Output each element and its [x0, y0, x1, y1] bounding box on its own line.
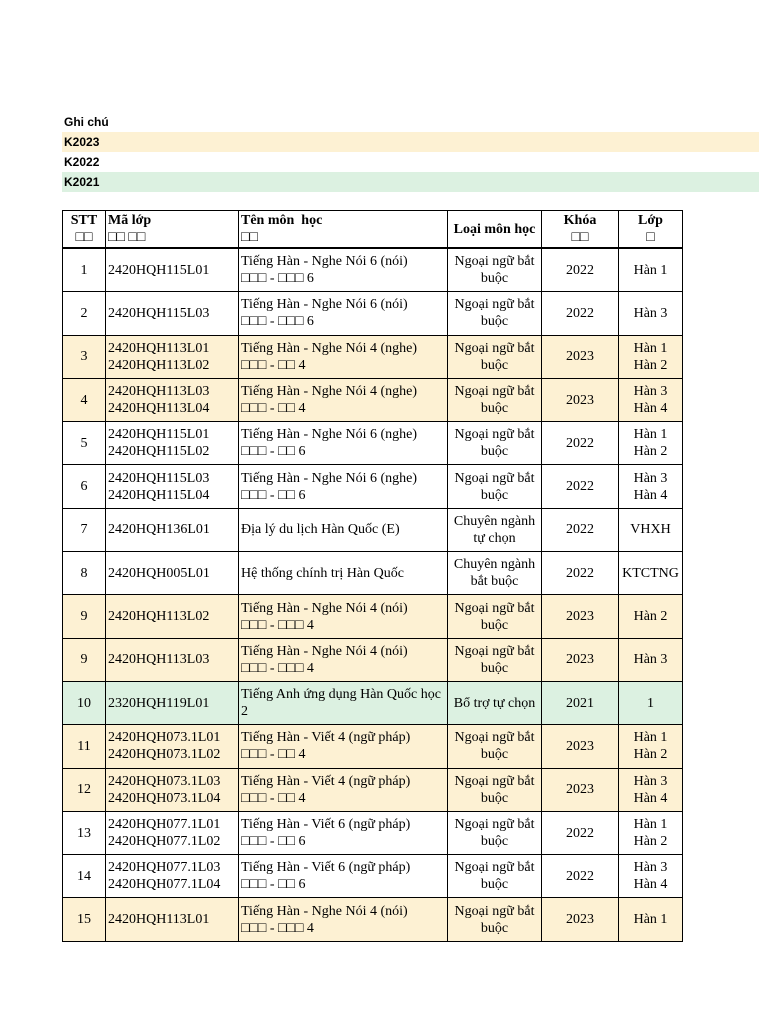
cell-stt	[63, 335, 106, 378]
header-khoa	[542, 211, 619, 249]
cell-ten-mon	[239, 768, 448, 811]
header-lop	[619, 211, 683, 249]
table-row	[63, 335, 683, 378]
cell-khoa	[542, 292, 619, 335]
cell-ten-mon	[239, 248, 448, 292]
course-type: Ngoại ngữ bắt buộc	[454, 817, 535, 849]
header-ten-mon	[239, 211, 448, 249]
cell-ma-lop	[106, 898, 239, 941]
class-code: 2420HQH113L04	[108, 401, 210, 417]
cell-stt	[63, 595, 106, 638]
class-code: 2420HQH113L03	[108, 384, 210, 400]
class-code: 2420HQH115L03	[108, 305, 210, 321]
header-khoa-label: Khóa	[563, 213, 597, 228]
cell-stt	[63, 378, 106, 421]
class-code: 2420HQH113L01	[108, 340, 210, 356]
cell-ma-lop	[106, 681, 239, 724]
cell-lop	[619, 855, 683, 898]
cell-ma-lop	[106, 638, 239, 681]
cell-ma-lop	[106, 422, 239, 465]
class-group: Hàn 3	[633, 384, 668, 400]
cohort-year: 2022	[566, 868, 594, 884]
cell-khoa	[542, 335, 619, 378]
class-code: 2420HQH115L04	[108, 487, 210, 503]
cell-khoa	[542, 552, 619, 595]
course-name: Tiếng Hàn - Nghe Nói 4 (nói)	[241, 600, 408, 616]
cell-stt	[63, 422, 106, 465]
cohort-year: 2023	[566, 652, 594, 668]
cohort-year: 2022	[566, 825, 594, 841]
header-ten-mon-label: Tên môn học	[241, 213, 323, 228]
cell-loai-mon	[448, 638, 542, 681]
schedule-table	[62, 210, 683, 942]
class-group: Hàn 3	[633, 470, 668, 486]
course-name: Địa lý du lịch Hàn Quốc (E)	[241, 522, 400, 538]
legend-item-k2023: K2023	[62, 132, 759, 152]
course-type: Ngoại ngữ bắt buộc	[454, 427, 535, 460]
cell-ma-lop	[106, 725, 239, 768]
cell-ten-mon	[239, 898, 448, 941]
header-ten-mon-sub: □□	[241, 230, 258, 245]
class-group: Hàn 1	[633, 427, 668, 443]
cell-loai-mon	[448, 681, 542, 724]
cohort-year: 2022	[566, 435, 594, 451]
stt-value: 14	[77, 868, 91, 884]
course-type: Ngoại ngữ bắt buộc	[454, 860, 535, 893]
cell-ten-mon	[239, 378, 448, 421]
stt-value: 1	[80, 262, 88, 278]
course-name: Tiếng Anh ứng dụng Hàn Quốc học 2	[241, 687, 441, 720]
course-name-korean: □□□ - □□ 4	[241, 747, 306, 763]
stt-value: 10	[77, 695, 91, 711]
cell-stt	[63, 552, 106, 595]
cell-khoa	[542, 725, 619, 768]
header-ma-lop	[106, 211, 239, 249]
table-row	[63, 378, 683, 421]
cell-loai-mon	[448, 552, 542, 595]
stt-value: 12	[77, 782, 91, 798]
table-row	[63, 552, 683, 595]
course-type: Ngoại ngữ bắt buộc	[454, 643, 535, 676]
course-type: Chuyên ngành bắt buộc	[453, 557, 536, 590]
class-code: 2420HQH073.1L02	[108, 747, 221, 763]
cell-ten-mon	[239, 681, 448, 724]
cell-stt	[63, 292, 106, 335]
cell-loai-mon	[448, 595, 542, 638]
cell-stt	[63, 898, 106, 941]
class-group: Hàn 4	[633, 790, 668, 806]
stt-value: 5	[80, 435, 88, 451]
course-type: Ngoại ngữ bắt buộc	[454, 254, 535, 287]
table-row	[63, 508, 683, 551]
cell-loai-mon	[448, 855, 542, 898]
stt-value: 7	[80, 522, 88, 538]
course-name: Tiếng Hàn - Nghe Nói 6 (nói)	[241, 254, 408, 270]
stt-value: 11	[77, 738, 91, 754]
cell-loai-mon	[448, 422, 542, 465]
cell-ten-mon	[239, 855, 448, 898]
cell-ma-lop	[106, 335, 239, 378]
cell-khoa	[542, 248, 619, 292]
cohort-year: 2023	[566, 392, 594, 408]
cell-stt	[63, 768, 106, 811]
cohort-year: 2022	[566, 305, 594, 321]
cell-ma-lop	[106, 595, 239, 638]
course-type: Ngoại ngữ bắt buộc	[454, 297, 535, 330]
cell-loai-mon	[448, 378, 542, 421]
cell-loai-mon	[448, 725, 542, 768]
cell-stt	[63, 681, 106, 724]
header-lop-sub: □	[646, 230, 655, 245]
course-name: Tiếng Hàn - Nghe Nói 4 (nói)	[241, 903, 408, 919]
cell-lop	[619, 638, 683, 681]
course-name: Tiếng Hàn - Nghe Nói 6 (nghe)	[241, 427, 418, 443]
class-code: 2420HQH136L01	[108, 522, 210, 538]
course-type: Chuyên ngành tự chọn	[453, 513, 536, 546]
class-group: Hàn 3	[633, 652, 668, 668]
class-code: 2420HQH073.1L03	[108, 773, 221, 789]
class-code: 2420HQH077.1L02	[108, 834, 221, 849]
cell-lop	[619, 552, 683, 595]
cell-lop	[619, 681, 683, 724]
legend	[62, 112, 759, 192]
table-row	[63, 638, 683, 681]
course-name: Hệ thống chính trị Hàn Quốc	[241, 565, 404, 581]
cell-khoa	[542, 811, 619, 854]
cell-khoa	[542, 768, 619, 811]
table-row	[63, 422, 683, 465]
course-type: Ngoại ngữ bắt buộc	[454, 903, 535, 936]
class-group: VHXH	[630, 522, 671, 538]
class-group: Hàn 4	[633, 877, 668, 893]
class-group: Hàn 4	[633, 487, 668, 503]
cell-khoa	[542, 508, 619, 551]
cell-ma-lop	[106, 768, 239, 811]
stt-value: 9	[80, 609, 88, 625]
cell-khoa	[542, 378, 619, 421]
cell-lop	[619, 378, 683, 421]
class-code: 2420HQH113L01	[108, 912, 210, 928]
cell-khoa	[542, 595, 619, 638]
cell-khoa	[542, 638, 619, 681]
class-code: 2420HQH005L01	[108, 565, 210, 581]
header-lop-label: Lớp	[638, 213, 663, 228]
cell-loai-mon	[448, 508, 542, 551]
class-group: Hàn 1	[633, 730, 668, 746]
course-type: Ngoại ngữ bắt buộc	[454, 340, 535, 373]
class-code: 2420HQH113L03	[108, 652, 210, 668]
class-code: 2420HQH073.1L01	[108, 730, 221, 746]
class-code: 2420HQH073.1L04	[108, 790, 221, 806]
course-name-korean: □□□ - □□□ 4	[241, 617, 314, 633]
class-code: 2420HQH077.1L01	[108, 817, 221, 832]
stt-value: 9	[80, 652, 88, 668]
cell-lop	[619, 422, 683, 465]
cell-loai-mon	[448, 811, 542, 854]
class-group: Hàn 1	[633, 912, 668, 928]
cohort-year: 2023	[566, 738, 594, 754]
table-row	[63, 681, 683, 724]
cohort-year: 2022	[566, 262, 594, 278]
table-row	[63, 768, 683, 811]
cell-loai-mon	[448, 292, 542, 335]
cell-lop	[619, 465, 683, 508]
course-type: Ngoại ngữ bắt buộc	[454, 600, 535, 633]
cell-ten-mon	[239, 508, 448, 551]
course-name-korean: □□□ - □□□ 4	[241, 660, 314, 676]
table-row	[63, 248, 683, 292]
stt-value: 8	[80, 565, 88, 581]
course-name: Tiếng Hàn - Viết 4 (ngữ pháp)	[241, 773, 411, 789]
class-code: 2420HQH113L02	[108, 357, 210, 373]
class-group: 1	[647, 695, 654, 711]
cell-loai-mon	[448, 248, 542, 292]
stt-value: 3	[80, 349, 88, 365]
header-loai-mon-label: Loại môn học	[453, 221, 536, 237]
header-stt-sub: □□	[75, 230, 93, 245]
class-group: Hàn 2	[633, 747, 668, 763]
class-code: 2420HQH115L03	[108, 470, 210, 486]
table-row	[63, 465, 683, 508]
cell-ten-mon	[239, 465, 448, 508]
course-name: Tiếng Hàn - Nghe Nói 6 (nói)	[241, 297, 408, 313]
course-name-korean: □□□ - □□□ 6	[241, 314, 314, 330]
class-code: 2320HQH119L01	[108, 695, 210, 711]
cell-ma-lop	[106, 292, 239, 335]
class-code: 2420HQH115L01	[108, 427, 210, 443]
stt-value: 15	[77, 912, 91, 928]
course-name-korean: □□□ - □□□ 6	[241, 271, 314, 287]
course-name-korean: □□□ - □□ 4	[241, 357, 306, 373]
table-row	[63, 855, 683, 898]
legend-item-k2022: K2022	[64, 155, 100, 169]
cell-stt	[63, 248, 106, 292]
course-name: Tiếng Hàn - Nghe Nói 6 (nghe)	[241, 470, 418, 486]
course-name-korean: □□□ - □□ 4	[241, 790, 306, 806]
header-row	[63, 211, 683, 249]
cell-ma-lop	[106, 508, 239, 551]
course-name: Tiếng Hàn - Nghe Nói 4 (nói)	[241, 643, 408, 659]
cohort-year: 2022	[566, 479, 594, 495]
cohort-year: 2023	[566, 912, 594, 928]
class-group: Hàn 2	[633, 444, 668, 460]
course-name-korean: □□□ - □□ 6	[241, 834, 306, 849]
cell-ten-mon	[239, 595, 448, 638]
course-name: Tiếng Hàn - Viết 6 (ngữ pháp)	[241, 860, 411, 876]
cell-lop	[619, 292, 683, 335]
header-loai-mon	[448, 211, 542, 249]
header-khoa-sub: □□	[571, 230, 589, 245]
course-name: Tiếng Hàn - Viết 4 (ngữ pháp)	[241, 730, 411, 746]
class-code: 2420HQH115L01	[108, 262, 210, 278]
course-type: Ngoại ngữ bắt buộc	[454, 773, 535, 806]
cell-ten-mon	[239, 422, 448, 465]
class-group: Hàn 1	[633, 817, 668, 832]
course-name-korean: □□□ - □□ 6	[241, 487, 306, 503]
cell-ten-mon	[239, 638, 448, 681]
course-type: Ngoại ngữ bắt buộc	[454, 384, 535, 417]
course-name-korean: □□□ - □□ 6	[241, 444, 306, 460]
course-name-korean: □□□ - □□□ 4	[241, 920, 314, 936]
header-ma-lop-sub: □□ □□	[108, 230, 146, 245]
cell-lop	[619, 768, 683, 811]
cell-khoa	[542, 898, 619, 941]
cell-loai-mon	[448, 768, 542, 811]
class-group: Hàn 3	[633, 860, 668, 876]
class-group: KTCTNG	[622, 565, 679, 581]
class-group: Hàn 2	[633, 357, 668, 373]
class-code: 2420HQH115L02	[108, 444, 210, 460]
legend-title: Ghi chú	[64, 115, 109, 129]
stt-value: 13	[77, 825, 91, 841]
cell-ten-mon	[239, 725, 448, 768]
course-type: Ngoại ngữ bắt buộc	[454, 730, 535, 763]
cell-stt	[63, 725, 106, 768]
cell-khoa	[542, 422, 619, 465]
stt-value: 2	[80, 305, 88, 321]
course-name-korean: □□□ - □□ 4	[241, 401, 306, 417]
class-group: Hàn 3	[633, 773, 668, 789]
cell-stt	[63, 638, 106, 681]
cell-loai-mon	[448, 335, 542, 378]
class-group: Hàn 2	[633, 834, 668, 849]
table-row	[63, 725, 683, 768]
cohort-year: 2022	[566, 522, 594, 538]
class-code: 2420HQH113L02	[108, 609, 210, 625]
cell-lop	[619, 508, 683, 551]
cell-ten-mon	[239, 292, 448, 335]
cell-lop	[619, 595, 683, 638]
course-type: Bổ trợ tự chọn	[453, 695, 536, 711]
course-name: Tiếng Hàn - Viết 6 (ngữ pháp)	[241, 817, 411, 832]
course-type: Ngoại ngữ bắt buộc	[454, 470, 535, 503]
cell-loai-mon	[448, 465, 542, 508]
cell-ma-lop	[106, 552, 239, 595]
cell-lop	[619, 898, 683, 941]
cell-ma-lop	[106, 855, 239, 898]
cohort-year: 2023	[566, 782, 594, 798]
cohort-year: 2023	[566, 609, 594, 625]
header-ma-lop-label: Mã lớp	[108, 213, 152, 228]
cell-stt	[63, 508, 106, 551]
class-code: 2420HQH077.1L04	[108, 877, 221, 893]
class-group: Hàn 1	[633, 262, 668, 278]
stt-value: 4	[80, 392, 88, 408]
table-row	[63, 898, 683, 941]
legend-item-k2021: K2021	[62, 172, 759, 192]
cell-stt	[63, 465, 106, 508]
cell-lop	[619, 725, 683, 768]
table-row	[63, 595, 683, 638]
class-group: Hàn 2	[633, 609, 668, 625]
table-row	[63, 811, 683, 854]
cell-ma-lop	[106, 378, 239, 421]
cohort-year: 2023	[566, 349, 594, 365]
cohort-year: 2021	[566, 695, 594, 711]
cell-ten-mon	[239, 811, 448, 854]
cell-khoa	[542, 465, 619, 508]
class-group: Hàn 4	[633, 401, 668, 417]
class-group: Hàn 1	[633, 340, 668, 356]
cell-ma-lop	[106, 248, 239, 292]
cell-khoa	[542, 681, 619, 724]
class-group: Hàn 3	[633, 305, 668, 321]
header-stt-label: STT	[70, 213, 98, 228]
cell-loai-mon	[448, 898, 542, 941]
cohort-year: 2022	[566, 565, 594, 581]
cell-ten-mon	[239, 335, 448, 378]
course-name: Tiếng Hàn - Nghe Nói 4 (nghe)	[241, 384, 418, 400]
cell-stt	[63, 811, 106, 854]
table-row	[63, 292, 683, 335]
course-name-korean: □□□ - □□ 6	[241, 877, 306, 893]
cell-lop	[619, 335, 683, 378]
cell-ten-mon	[239, 552, 448, 595]
cell-stt	[63, 855, 106, 898]
cell-lop	[619, 811, 683, 854]
cell-ma-lop	[106, 465, 239, 508]
class-code: 2420HQH077.1L03	[108, 860, 221, 876]
course-name: Tiếng Hàn - Nghe Nói 4 (nghe)	[241, 340, 418, 356]
stt-value: 6	[80, 479, 88, 495]
cell-lop	[619, 248, 683, 292]
header-stt	[63, 211, 106, 249]
cell-khoa	[542, 855, 619, 898]
cell-ma-lop	[106, 811, 239, 854]
